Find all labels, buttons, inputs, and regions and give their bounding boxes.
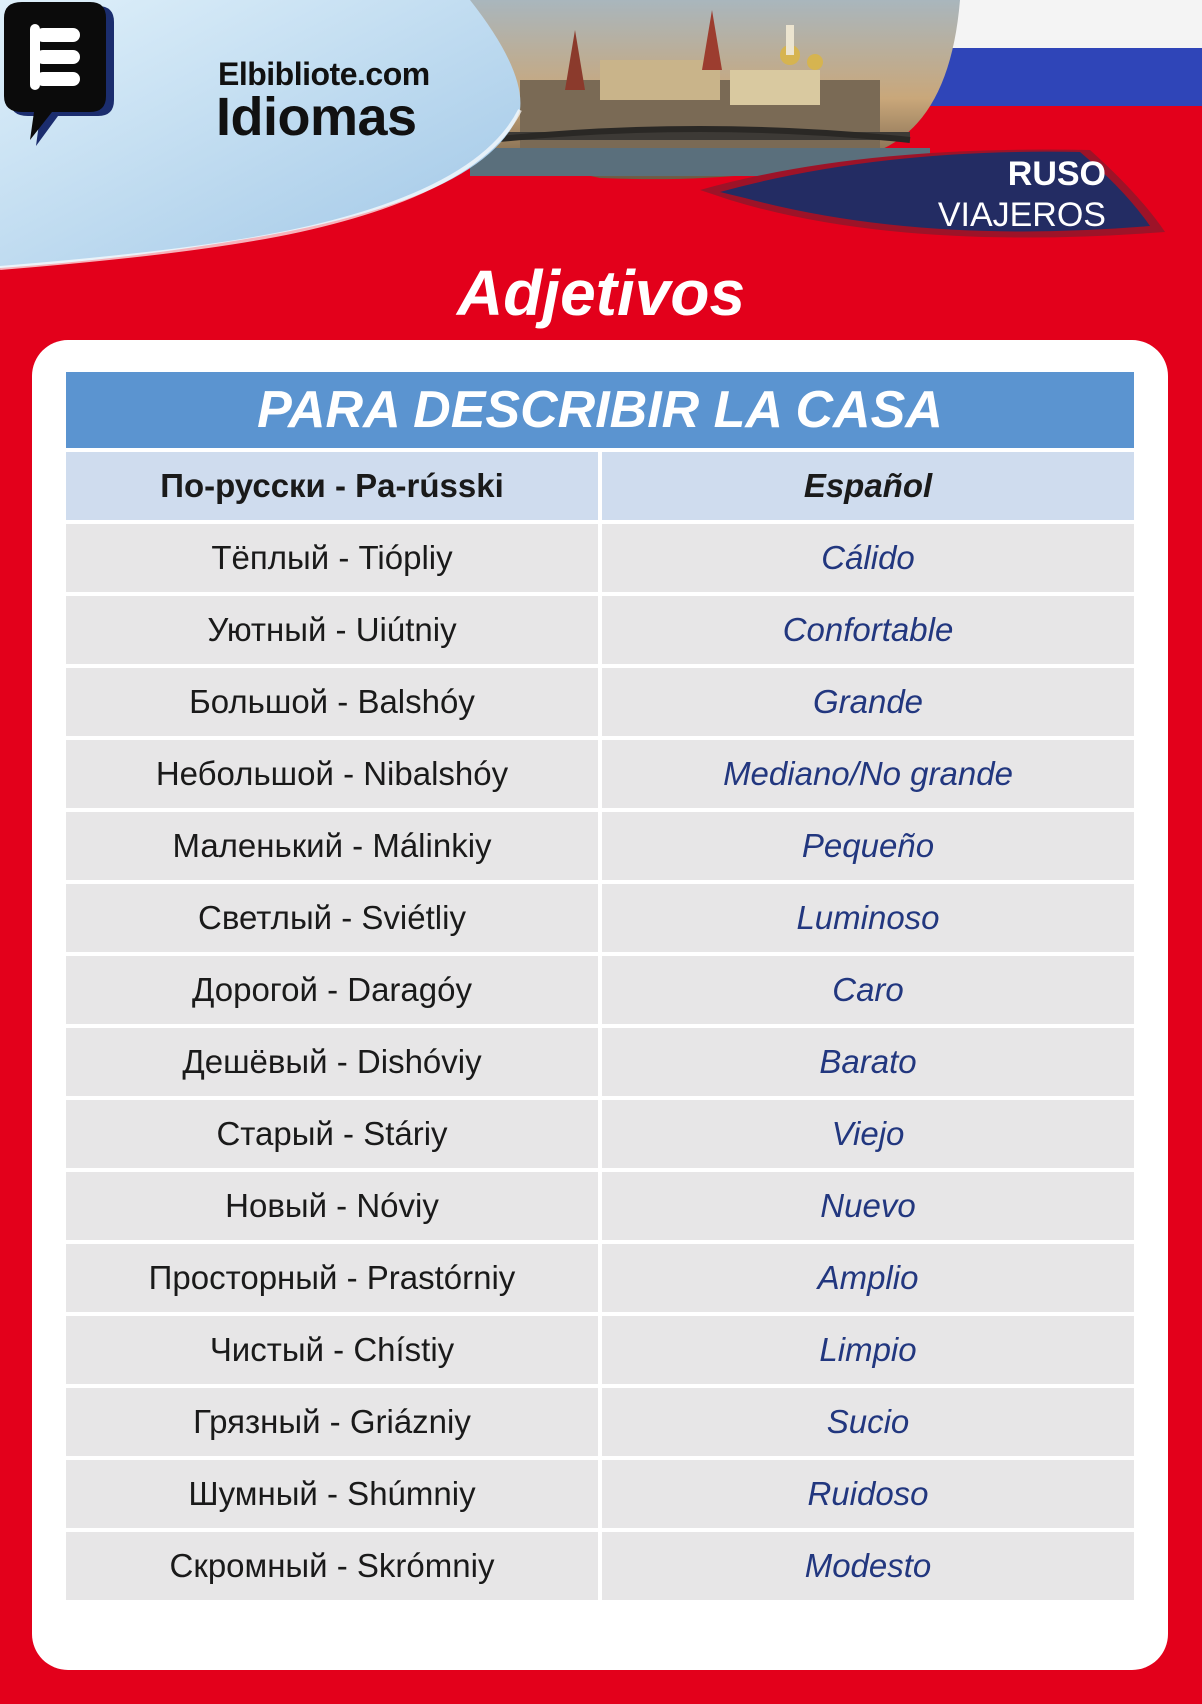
section-title: PARA DESCRIBIR LA CASA xyxy=(66,372,1134,448)
table-body xyxy=(66,524,1134,1600)
table-row xyxy=(66,812,1134,880)
table-row xyxy=(66,1532,1134,1600)
brand-name: Idiomas xyxy=(216,87,417,147)
russian-word: Дешёвый - Dishóviy xyxy=(66,1028,598,1096)
table-row xyxy=(66,1028,1134,1096)
spanish-translation: Caro xyxy=(602,956,1134,1024)
spanish-translation: Mediano/No grande xyxy=(602,740,1134,808)
spanish-translation: Pequeño xyxy=(602,812,1134,880)
table-row xyxy=(66,524,1134,592)
table-row xyxy=(66,1460,1134,1528)
table-row xyxy=(66,956,1134,1024)
russian-word: Просторный - Prastórniy xyxy=(66,1244,598,1312)
russian-word: Скромный - Skrómniy xyxy=(66,1532,598,1600)
page-title: Adjetivos xyxy=(456,257,746,329)
audience-label: VIAJEROS xyxy=(937,196,1106,234)
russian-word: Новый - Nóviy xyxy=(66,1172,598,1240)
spanish-translation: Confortable xyxy=(602,596,1134,664)
header-russian: По-русски - Pa-rússki xyxy=(66,452,598,520)
russian-word: Маленький - Málinkiy xyxy=(66,812,598,880)
spanish-translation: Nuevo xyxy=(602,1172,1134,1240)
kremlin-photo xyxy=(470,0,960,179)
language-label: RUSO xyxy=(1007,155,1106,193)
table-row xyxy=(66,596,1134,664)
russian-word: Дорогой - Daragóy xyxy=(66,956,598,1024)
spanish-translation: Barato xyxy=(602,1028,1134,1096)
russian-word: Уютный - Uiútniy xyxy=(66,596,598,664)
table-row xyxy=(66,884,1134,952)
russian-word: Тёплый - Tiópliy xyxy=(66,524,598,592)
russian-word: Шумный - Shúmniy xyxy=(66,1460,598,1528)
spanish-translation: Modesto xyxy=(602,1532,1134,1600)
table-row xyxy=(66,1172,1134,1240)
table-row xyxy=(66,1388,1134,1456)
table-row xyxy=(66,1100,1134,1168)
spanish-translation: Sucio xyxy=(602,1388,1134,1456)
russian-word: Большой - Balshóy xyxy=(66,668,598,736)
spanish-translation: Cálido xyxy=(602,524,1134,592)
table-row xyxy=(66,1244,1134,1312)
russian-word: Небольшой - Nibalshóy xyxy=(66,740,598,808)
spanish-translation: Grande xyxy=(602,668,1134,736)
russian-word: Чистый - Chístiy xyxy=(66,1316,598,1384)
spanish-translation: Luminoso xyxy=(602,884,1134,952)
table-row xyxy=(66,740,1134,808)
spanish-translation: Ruidoso xyxy=(602,1460,1134,1528)
table-row xyxy=(66,668,1134,736)
header-spanish: Español xyxy=(602,452,1134,520)
table-row xyxy=(66,1316,1134,1384)
russian-word: Светлый - Sviétliy xyxy=(66,884,598,952)
book-chat-icon xyxy=(0,0,118,150)
header xyxy=(0,0,1202,280)
header-graphics xyxy=(0,0,1202,280)
spanish-translation: Amplio xyxy=(602,1244,1134,1312)
vocabulary-table xyxy=(66,372,1134,1604)
spanish-translation: Viejo xyxy=(602,1100,1134,1168)
vocabulary-card xyxy=(32,340,1168,1670)
brand-site: Elbibliote.com xyxy=(218,56,430,92)
russian-word: Старый - Stáriy xyxy=(66,1100,598,1168)
table-header-row xyxy=(66,452,1134,520)
spanish-translation: Limpio xyxy=(602,1316,1134,1384)
russian-word: Грязный - Griázniy xyxy=(66,1388,598,1456)
